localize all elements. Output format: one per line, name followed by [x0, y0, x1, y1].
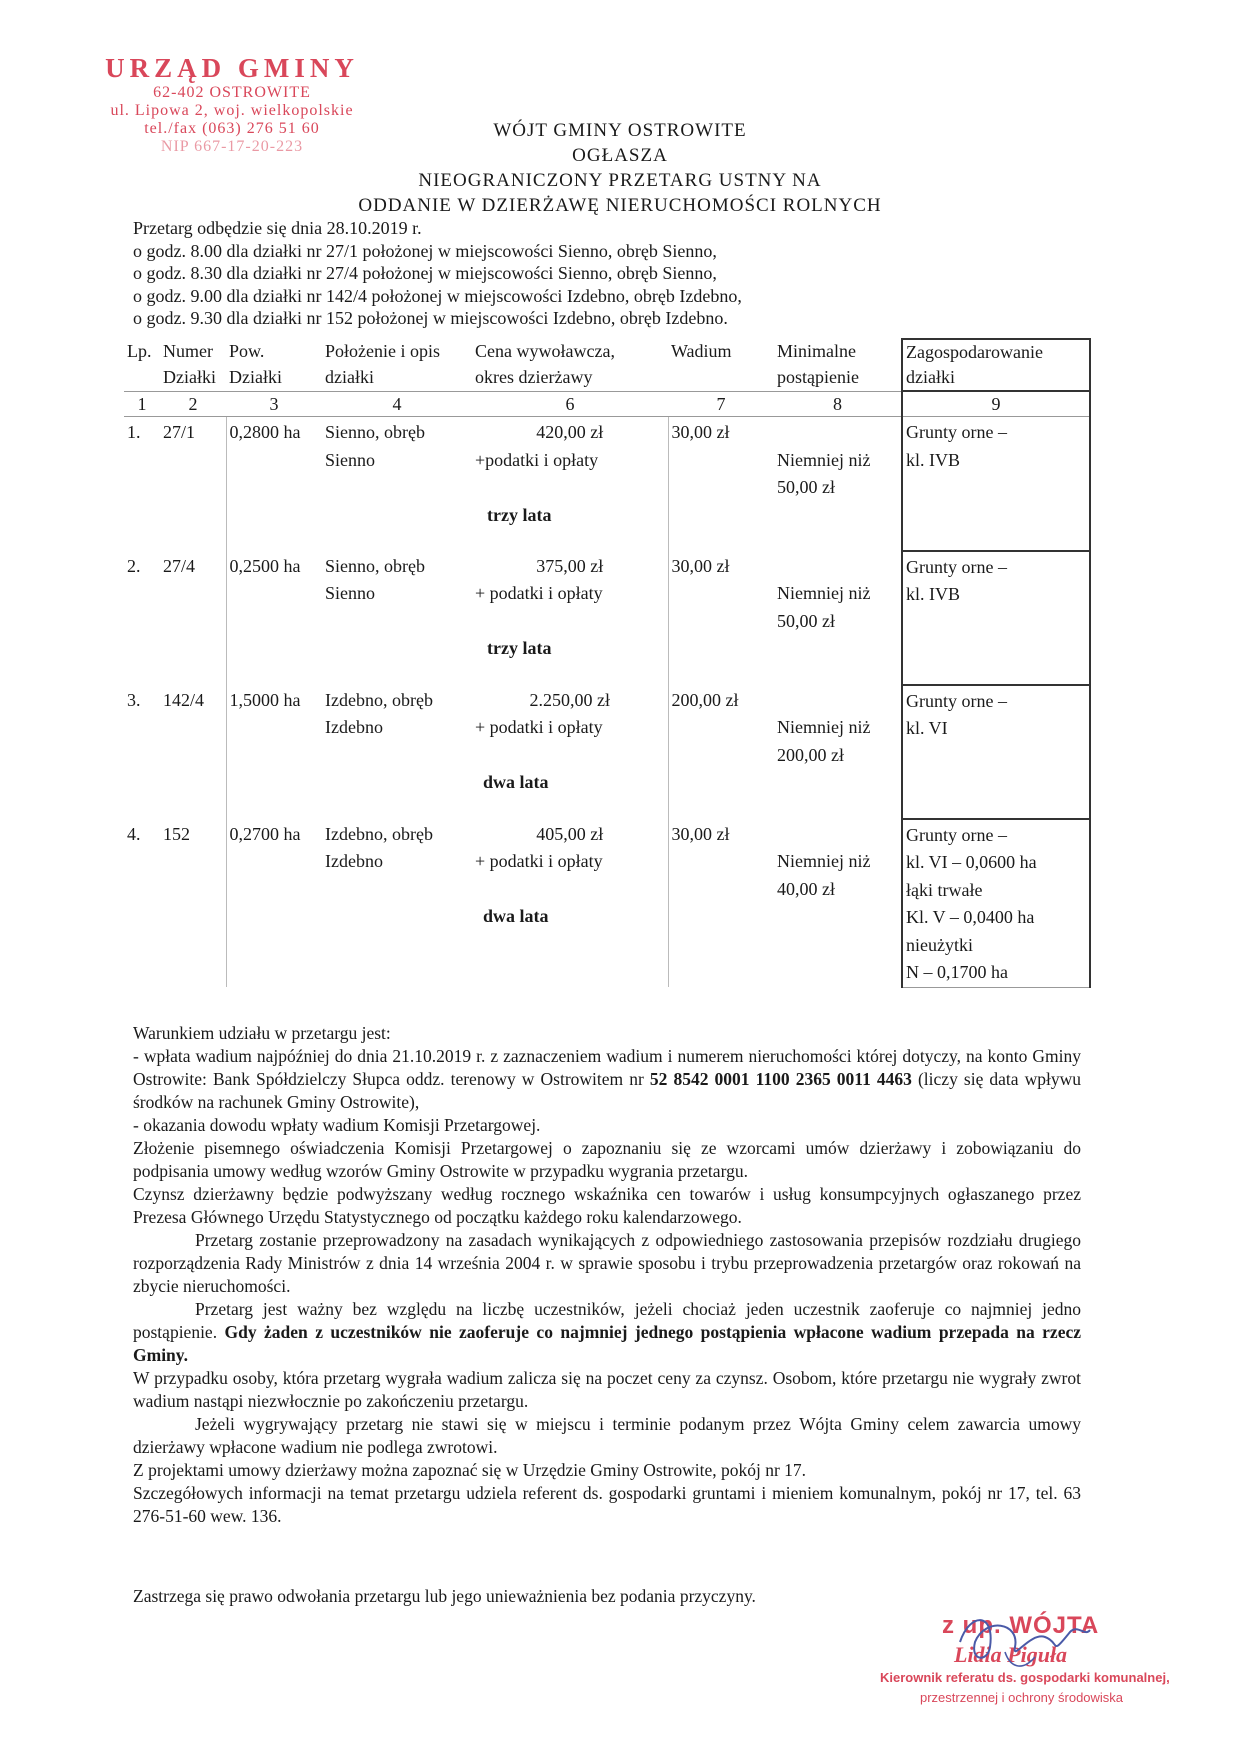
col-num-4: 4: [322, 391, 472, 417]
cell-minimalne: Niemniej niż 50,00 zł: [777, 449, 871, 497]
cell-cena: 375,00 zł + podatki i opłaty trzy lata: [475, 555, 604, 658]
header-line-2: OGŁASZA: [572, 145, 668, 166]
cell-polozenie: Sienno, obręb Sienno: [325, 555, 425, 603]
cell-pow: 0,2800 ha: [226, 417, 322, 551]
cell-polozenie: Izdebno, obręb Izdebno: [325, 689, 433, 737]
intro-time-4: o godz. 9.30 dla działki nr 152 położonej w miejscowości Izdebno, obręb Izdebno.: [133, 308, 728, 328]
conditions-text: [133, 1022, 1081, 1528]
cell-polozenie: Sienno, obręb Sienno: [325, 422, 425, 470]
cell-numer: 27/1: [163, 422, 196, 442]
para-deposit: - wpłata wadium najpóźniej do dnia 21.10.2019 r. z zaznaczeniem wadium i numerem nieruchomości której dotyczy, na konto Gminy Ostrowite: Bank Spółdzielczy Słupca oddz. terenowy w Ostrowitem nr 52 8542 0001 1100 2365 0011 4463 (liczy się data wpływu środków na rachunek Gminy Ostrowite),: [133, 1046, 1082, 1112]
cell-lp: 2.: [127, 555, 141, 576]
para-rent: Czynsz dzierżawny będzie podwyższany według rocznego wskaźnika cen towarów i usług konsumpcyjnych ogłaszanego przez Prezesa Głównego Urzędu Statystycznego od początku każdego roku kalendarzowego.: [133, 1184, 1081, 1227]
para-legal-basis: Przetarg zostanie przeprowadzony na zasadach wynikających z odpowiedniego zastosowania przepisów rozdziału drugiego rozporządzenia Rady Ministrów z dnia 14 września 2004 r. w sprawie sposobu i trybu przeprowadzenia przetargów oraz rokowań na zbycie nieruchomości.: [133, 1230, 1081, 1296]
table-row: [124, 685, 1090, 819]
header-zagospodarowanie-b: działki: [902, 365, 1090, 391]
col-num-2: 2: [160, 391, 226, 417]
cell-zagospodarowanie: Grunty orne – kl. VI: [902, 685, 1090, 819]
para-deposit-return: W przypadku osoby, która przetarg wygrała wadium zalicza się na poczet ceny za czynsz. Osobom, które przetargu nie wygrały zwrot wadium nastąpi niezwłocznie po zakończeniu przetargu.: [133, 1368, 1081, 1411]
header-numer: Numer: [163, 341, 213, 361]
col-num-9: 9: [902, 391, 1090, 417]
cell-lp: 3.: [127, 689, 141, 710]
cell-cena: 405,00 zł + podatki i opłaty dwa lata: [475, 823, 604, 926]
bank-account-number: 52 8542 0001 1100 2365 0011 4463: [649, 1069, 912, 1089]
intro-schedule: [133, 217, 1133, 330]
stamp-postcode: 62-402 OSTROWITE: [153, 84, 311, 101]
para-no-show: Jeżeli wygrywający przetarg nie stawi się w miejscu i terminie podanym przez Wójta Gminy celem zawarcia umowy dzierżawy wpłacone wadium nie podlega zwrotowi.: [133, 1414, 1081, 1457]
header-lp: Lp.: [127, 341, 152, 361]
cell-numer: 152: [163, 823, 190, 844]
stamp-office-name: URZĄD GMINY: [105, 53, 359, 83]
cell-minimalne: Niemniej niż 40,00 zł: [777, 851, 871, 899]
table-row: [124, 819, 1090, 988]
header-minimalne-b: postąpienie: [774, 365, 902, 391]
intro-time-3: o godz. 9.00 dla działki nr 142/4 położonej w miejscowości Izdebno, obręb Izdebno,: [133, 285, 742, 306]
cell-pow: 0,2500 ha: [226, 551, 322, 685]
signature-department: przestrzennej i ochrony środowiska: [920, 1690, 1124, 1705]
cell-wadium: 30,00 zł: [668, 551, 774, 685]
cell-numer: 27/4: [163, 555, 196, 576]
header-cena: Cena wywoławcza,: [475, 341, 615, 361]
header-pow-b: Działki: [226, 365, 322, 391]
para-contact: Szczegółowych informacji na temat przetargu udziela referent ds. gospodarki gruntami i mieniem komunalnym, pokój nr 17, tel. 63 276-51-60 wew. 136.: [133, 1483, 1081, 1526]
stamp-address: ul. Lipowa 2, woj. wielkopolskie: [110, 102, 354, 119]
header-cena-b: okres dzierżawy: [472, 365, 668, 391]
header-minimalne: Minimalne: [777, 341, 856, 361]
cell-zagospodarowanie: Grunty orne – kl. IVB: [902, 551, 1090, 685]
para-conditions-title: Warunkiem udziału w przetargu jest:: [133, 1023, 391, 1043]
col-num-7: 7: [668, 391, 774, 417]
cell-pow: 0,2700 ha: [226, 819, 322, 988]
cell-zagospodarowanie: Grunty orne – kl. IVB: [902, 417, 1090, 551]
cell-polozenie: Izdebno, obręb Izdebno: [325, 823, 433, 871]
handwritten-signature: [950, 1602, 1100, 1682]
intro-date: Przetarg odbędzie się dnia 28.10.2019 r.: [133, 218, 422, 238]
header-numer-b: Działki: [160, 365, 226, 391]
intro-time-1: o godz. 8.00 dla działki nr 27/1 położonej w miejscowości Sienno, obręb Sienno,: [133, 240, 717, 261]
header-line-4: ODDANIE W DZIERŻAWĘ NIERUCHOMOŚCI ROLNYCH: [358, 195, 882, 216]
header-zagospodarowanie: Zagospodarowanie: [902, 339, 1090, 365]
header-line-1: WÓJT GMINY OSTROWITE: [493, 120, 747, 141]
col-num-8: 8: [774, 391, 902, 417]
intro-time-2: o godz. 8.30 dla działki nr 27/4 położonej w miejscowości Sienno, obręb Sienno,: [133, 263, 717, 283]
cell-cena: 420,00 zł +podatki i opłaty trzy lata: [475, 422, 604, 525]
col-num-3: 3: [226, 391, 322, 417]
col-num-1: 1: [124, 391, 160, 417]
signature-name: Lidia Piguła: [954, 1642, 1068, 1667]
signature-authority: z up. WÓJTA: [942, 1612, 1100, 1639]
table-row: [124, 417, 1090, 551]
cell-zagospodarowanie: Grunty orne – kl. VI – 0,0600 ha łąki trwałe Kl. V – 0,0400 ha nieużytki N – 0,1700 ha: [902, 819, 1090, 988]
cell-wadium: 200,00 zł: [668, 685, 774, 819]
cell-numer: 142/4: [163, 689, 205, 710]
para-contract-drafts: Z projektami umowy dzierżawy można zapoznać się w Urzędzie Gminy Ostrowite, pokój nr 17.: [133, 1460, 807, 1480]
header-polozenie-b: działki: [322, 365, 472, 391]
signature-title: Kierownik referatu ds. gospodarki komunalnej,: [880, 1670, 1170, 1685]
cell-wadium: 30,00 zł: [668, 819, 774, 988]
cell-minimalne: Niemniej niż 50,00 zł: [777, 583, 871, 631]
para-proof: - okazania dowodu wpłaty wadium Komisji Przetargowej.: [133, 1115, 541, 1135]
stamp-phone: tel./fax (063) 276 51 60: [144, 120, 320, 137]
plots-table: [124, 338, 1091, 988]
cell-cena: 2.250,00 zł + podatki i opłaty dwa lata: [475, 689, 610, 792]
cell-lp: 4.: [127, 823, 141, 844]
header-line-3: NIEOGRANICZONY PRZETARG USTNY NA: [418, 170, 822, 191]
para-reservation: Zastrzega się prawo odwołania przetargu lub jego unieważnienia bez podania przyczyny.: [133, 1586, 756, 1606]
para-validity: Przetarg jest ważny bez względu na liczbę uczestników, jeżeli chociaż jeden uczestnik zaoferuje co najmniej jedno postąpienie. Gdy żaden z uczestników nie zaoferuje co najmniej jednego postąpienia wpłacone wadium przepada na rzecz Gminy.: [133, 1299, 1081, 1365]
cell-pow: 1,5000 ha: [226, 685, 322, 819]
col-num-6: 6: [472, 391, 668, 417]
para-declaration: Złożenie pisemnego oświadczenia Komisji Przetargowej o zapoznaniu się ze wzorcami umów dzierżawy i zobowiązaniu do podpisania umowy według wzorów Gminy Ostrowite w przypadku wygrania przetargu.: [133, 1138, 1081, 1181]
stamp-nip: NIP 667-17-20-223: [160, 138, 304, 155]
header-pow: Pow.: [229, 341, 265, 361]
cell-wadium: 30,00 zł: [668, 417, 774, 551]
table-row: [124, 551, 1090, 685]
announcement-header: [0, 118, 1240, 218]
header-polozenie: Położenie i opis: [325, 341, 440, 361]
header-wadium: Wadium: [671, 341, 732, 361]
cell-minimalne: Niemniej niż 200,00 zł: [777, 717, 871, 765]
cell-lp: 1.: [127, 422, 141, 442]
